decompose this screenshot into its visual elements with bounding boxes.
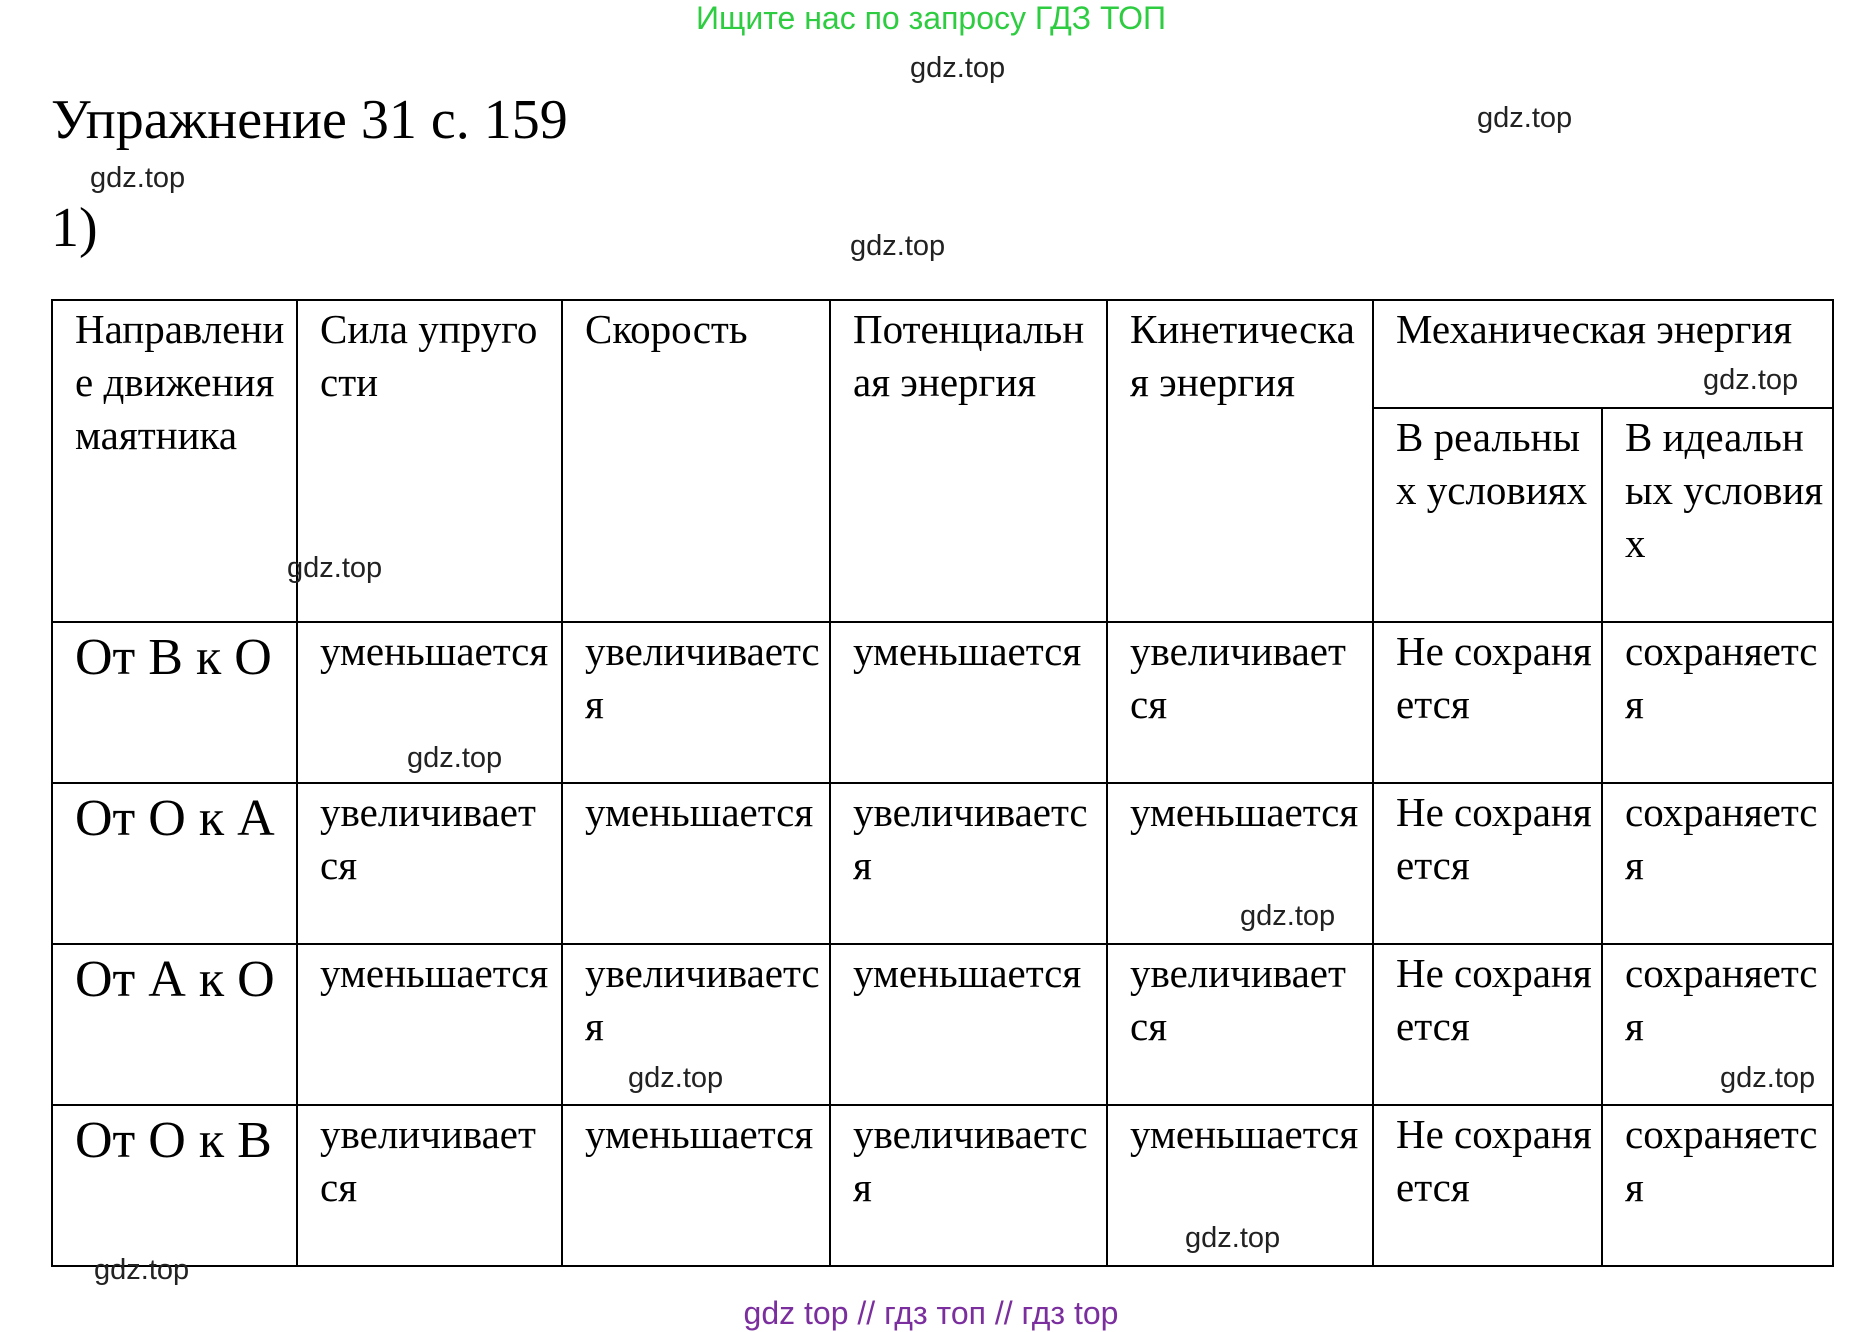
watermark: gdz.top: [407, 742, 503, 774]
table-cell: сохраняется: [1602, 783, 1833, 944]
table-cell: увеличивается: [562, 944, 830, 1105]
footer-links: gdz top // гдз топ // гдз top: [743, 1295, 1119, 1331]
table-cell: Не сохраняется: [1373, 1105, 1602, 1266]
watermark: gdz.top: [1240, 900, 1336, 932]
watermark: gdz.top: [90, 162, 186, 194]
watermark: gdz.top: [628, 1062, 724, 1094]
table-cell: увеличивается: [1107, 622, 1373, 783]
row-direction-cell: От В к О: [52, 622, 297, 783]
watermark: gdz.top: [1185, 1222, 1281, 1254]
table-cell: увеличивается: [830, 1105, 1107, 1266]
table-cell: уменьшается: [562, 783, 830, 944]
table-cell: увеличивается: [297, 783, 562, 944]
table-cell: сохраняется: [1602, 944, 1833, 1105]
table-cell: сохраняется: [1602, 622, 1833, 783]
table-row: [52, 783, 1833, 944]
header-kinetic-energy: Кинетическая энергия: [1107, 300, 1373, 622]
table-cell: увеличивается: [562, 622, 830, 783]
table-cell: уменьшается: [830, 622, 1107, 783]
watermark: gdz.top: [1720, 1062, 1816, 1094]
header-potential-energy: Потенциальная энергия: [830, 300, 1107, 622]
answer-table: [51, 299, 1834, 1267]
search-banner: Ищите нас по запросу ГДЗ ТОП: [696, 0, 1166, 36]
header-speed: Скорость: [562, 300, 830, 622]
watermark: gdz.top: [94, 1254, 190, 1286]
watermark: gdz.top: [850, 230, 946, 262]
header-elastic-force: Сила упругости: [297, 300, 562, 622]
subheader-ideal: В идеальных условиях: [1602, 408, 1833, 622]
table-cell: уменьшается: [1107, 783, 1373, 944]
table-cell: уменьшается: [297, 944, 562, 1105]
table-cell: увеличивается: [1107, 944, 1373, 1105]
table-cell: уменьшается: [1107, 1105, 1373, 1266]
page-title: Упражнение 31 с. 159: [51, 89, 568, 151]
table-cell: увеличивается: [830, 783, 1107, 944]
table-cell: Не сохраняется: [1373, 622, 1602, 783]
watermark: gdz.top: [1703, 364, 1799, 396]
row-direction-cell: От А к О: [52, 944, 297, 1105]
table-cell: Не сохраняется: [1373, 944, 1602, 1105]
watermark: gdz.top: [1477, 102, 1573, 134]
table-cell: уменьшается: [297, 622, 562, 783]
header-mechanical-energy: Механическая энергия: [1373, 300, 1833, 408]
table-cell: увеличивается: [297, 1105, 562, 1266]
row-direction-cell: От О к А: [52, 783, 297, 944]
table-row: [52, 622, 1833, 783]
subheader-real: В реальных условиях: [1373, 408, 1602, 622]
header-direction: Направление движения маятника: [52, 300, 297, 622]
table-cell: Не сохраняется: [1373, 783, 1602, 944]
item-number: 1): [51, 197, 98, 259]
table-cell: уменьшается: [830, 944, 1107, 1105]
table-cell: сохраняется: [1602, 1105, 1833, 1266]
watermark: gdz.top: [910, 52, 1006, 84]
table-cell: уменьшается: [562, 1105, 830, 1266]
table-row: [52, 1105, 1833, 1266]
table-row: [52, 944, 1833, 1105]
watermark: gdz.top: [287, 552, 383, 584]
row-direction-cell: От О к В: [52, 1105, 297, 1266]
